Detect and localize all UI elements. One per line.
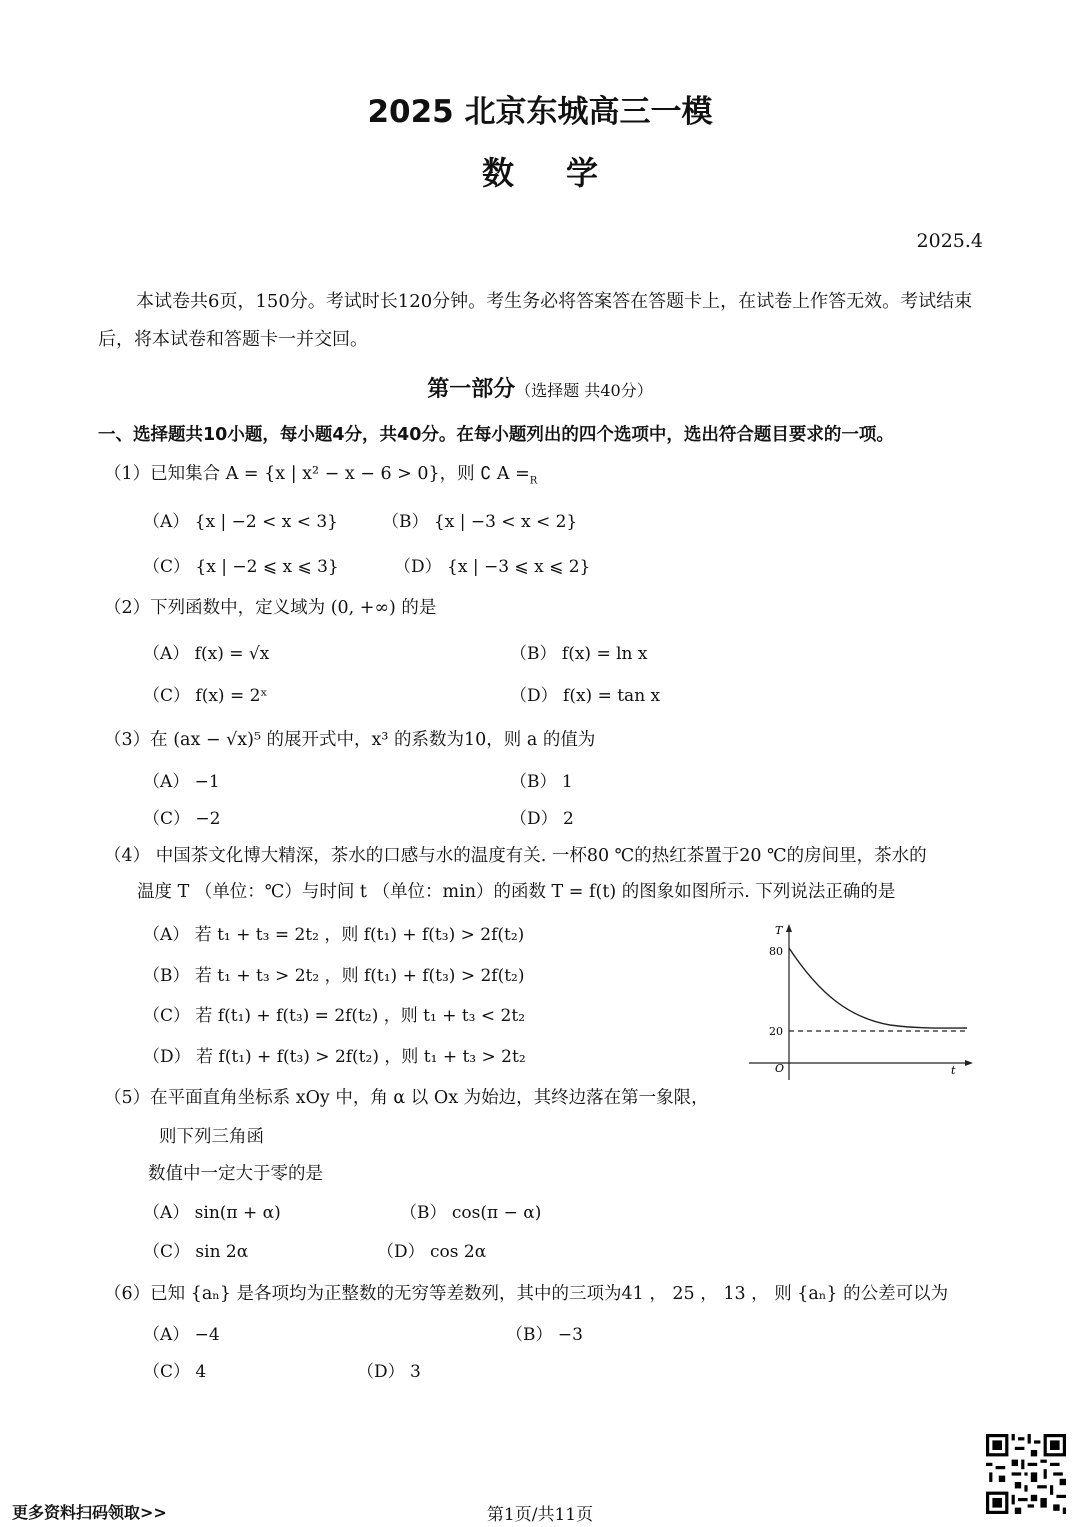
question-4-option-c: （C） 若 f(t₁) + f(t₃) = 2f(t₂) ，则 t₁ + t₃ < 2t₂ xyxy=(143,1006,526,1026)
question-5-option-b: （B） cos(π − α) xyxy=(400,1203,542,1223)
question-3-option-d: （D） 2 xyxy=(510,809,574,829)
question-5-option-d: （D） cos 2α xyxy=(377,1242,487,1262)
y-axis-label: T xyxy=(775,924,783,937)
footer-promo-text: 更多资料扫码领取>> xyxy=(12,1503,167,1522)
question-6-option-c: （C） 4 xyxy=(143,1362,207,1382)
temperature-time-graph xyxy=(745,920,975,1085)
question-3-option-a: （A） −1 xyxy=(143,772,220,792)
question-4-option-b: （B） 若 t₁ + t₃ > 2t₂ ，则 f(t₁) + f(t₃) > 2f(t₂) xyxy=(143,966,525,986)
subject-title: 数学 xyxy=(481,154,650,192)
question-3-option-b: （B） 1 xyxy=(510,772,573,792)
y-tick-20: 20 xyxy=(769,1025,783,1038)
question-6-option-b: （B） −3 xyxy=(506,1325,583,1345)
question-2-option-c: （C） f(x) = 2ˣ xyxy=(143,686,268,706)
question-3-stem: （3）在 (ax − √x)⁵ 的展开式中，x³ 的系数为10，则 a 的值为 xyxy=(104,730,596,750)
question-1-text: （1）已知集合 A = {x | x² − x − 6 > 0}，则 ∁ A = xyxy=(104,464,530,484)
exam-date: 2025.4 xyxy=(916,230,983,252)
question-5-stem-line1: （5）在平面直角坐标系 xOy 中，角 α 以 Ox 为始边，其终边落在第一象限， xyxy=(104,1088,709,1108)
question-1-option-b: （B） {x | −3 < x < 2} xyxy=(382,512,578,532)
complement-subscript: R xyxy=(529,475,538,487)
origin-label: O xyxy=(775,1062,785,1075)
exam-title: 2025 北京东城高三一模 xyxy=(367,94,713,130)
question-6-stem: （6）已知 {aₙ} 是各项均为正整数的无穷等差数列，其中的三项为41 ， 25 ， 13 ， 则 {aₙ} 的公差可以为 xyxy=(104,1284,949,1304)
question-2-option-a: （A） f(x) = √x xyxy=(143,644,270,664)
question-5-option-c: （C） sin 2α xyxy=(143,1242,249,1262)
question-2-option-d: （D） f(x) = tan x xyxy=(510,686,661,706)
y-tick-80: 80 xyxy=(769,945,783,958)
question-1-option-d: （D） {x | −3 ⩽ x ⩽ 2} xyxy=(394,557,591,577)
x-axis-label: t xyxy=(951,1064,956,1077)
part-title: 第一部分 xyxy=(427,377,516,402)
question-4-option-a: （A） 若 t₁ + t₃ = 2t₂ ，则 f(t₁) + f(t₃) > 2f(t₂) xyxy=(143,925,525,945)
question-2-option-b: （B） f(x) = ln x xyxy=(510,644,648,664)
question-6-option-a: （A） −4 xyxy=(143,1325,220,1345)
question-1-stem xyxy=(104,460,537,487)
section-heading: 一、选择题共10小题，每小题4分，共40分。在每小题列出的四个选项中，选出符合题目要求的一项。 xyxy=(98,425,894,445)
question-3-option-c: （C） −2 xyxy=(143,809,221,829)
question-1-option-a: （A） {x | −2 < x < 3} xyxy=(143,512,339,532)
question-4-option-d: （D） 若 f(t₁) + f(t₃) > 2f(t₂) ，则 t₁ + t₃ > 2t₂ xyxy=(143,1047,526,1067)
question-4-stem-line2: 温度 T （单位：℃）与时间 t （单位：min）的函数 T = f(t) 的图象如图所示. 下列说法正确的是 xyxy=(137,882,896,902)
page-number: 第1页/共11页 xyxy=(486,1505,594,1525)
question-2-stem: （2）下列函数中，定义域为 (0, +∞) 的是 xyxy=(104,598,437,618)
question-4-stem-line1: （4） 中国茶文化博大精深，茶水的口感与水的温度有关. 一杯80 ℃的热红茶置于20 ℃的房间里，茶水的 xyxy=(104,846,927,866)
question-6-option-d: （D） 3 xyxy=(357,1362,421,1382)
part-heading xyxy=(0,372,1080,403)
part-note: （选择题 共40分） xyxy=(515,381,653,400)
cooling-curve xyxy=(789,948,967,1028)
question-5-stem-line2: 则下列三角函 xyxy=(159,1127,264,1147)
x-axis-arrow xyxy=(965,1060,973,1066)
question-5-option-a: （A） sin(π + α) xyxy=(143,1203,281,1223)
y-axis-arrow xyxy=(786,924,792,932)
question-1-option-c: （C） {x | −2 ⩽ x ⩽ 3} xyxy=(143,557,339,577)
question-5-stem-line3: 数值中一定大于零的是 xyxy=(148,1164,323,1184)
instructions: 本试卷共6页，150分。考试时长120分钟。考生务必将答案答在答题卡上，在试卷上作答无效。考试结束后，将本试卷和答题卡一并交回。 xyxy=(98,291,973,350)
